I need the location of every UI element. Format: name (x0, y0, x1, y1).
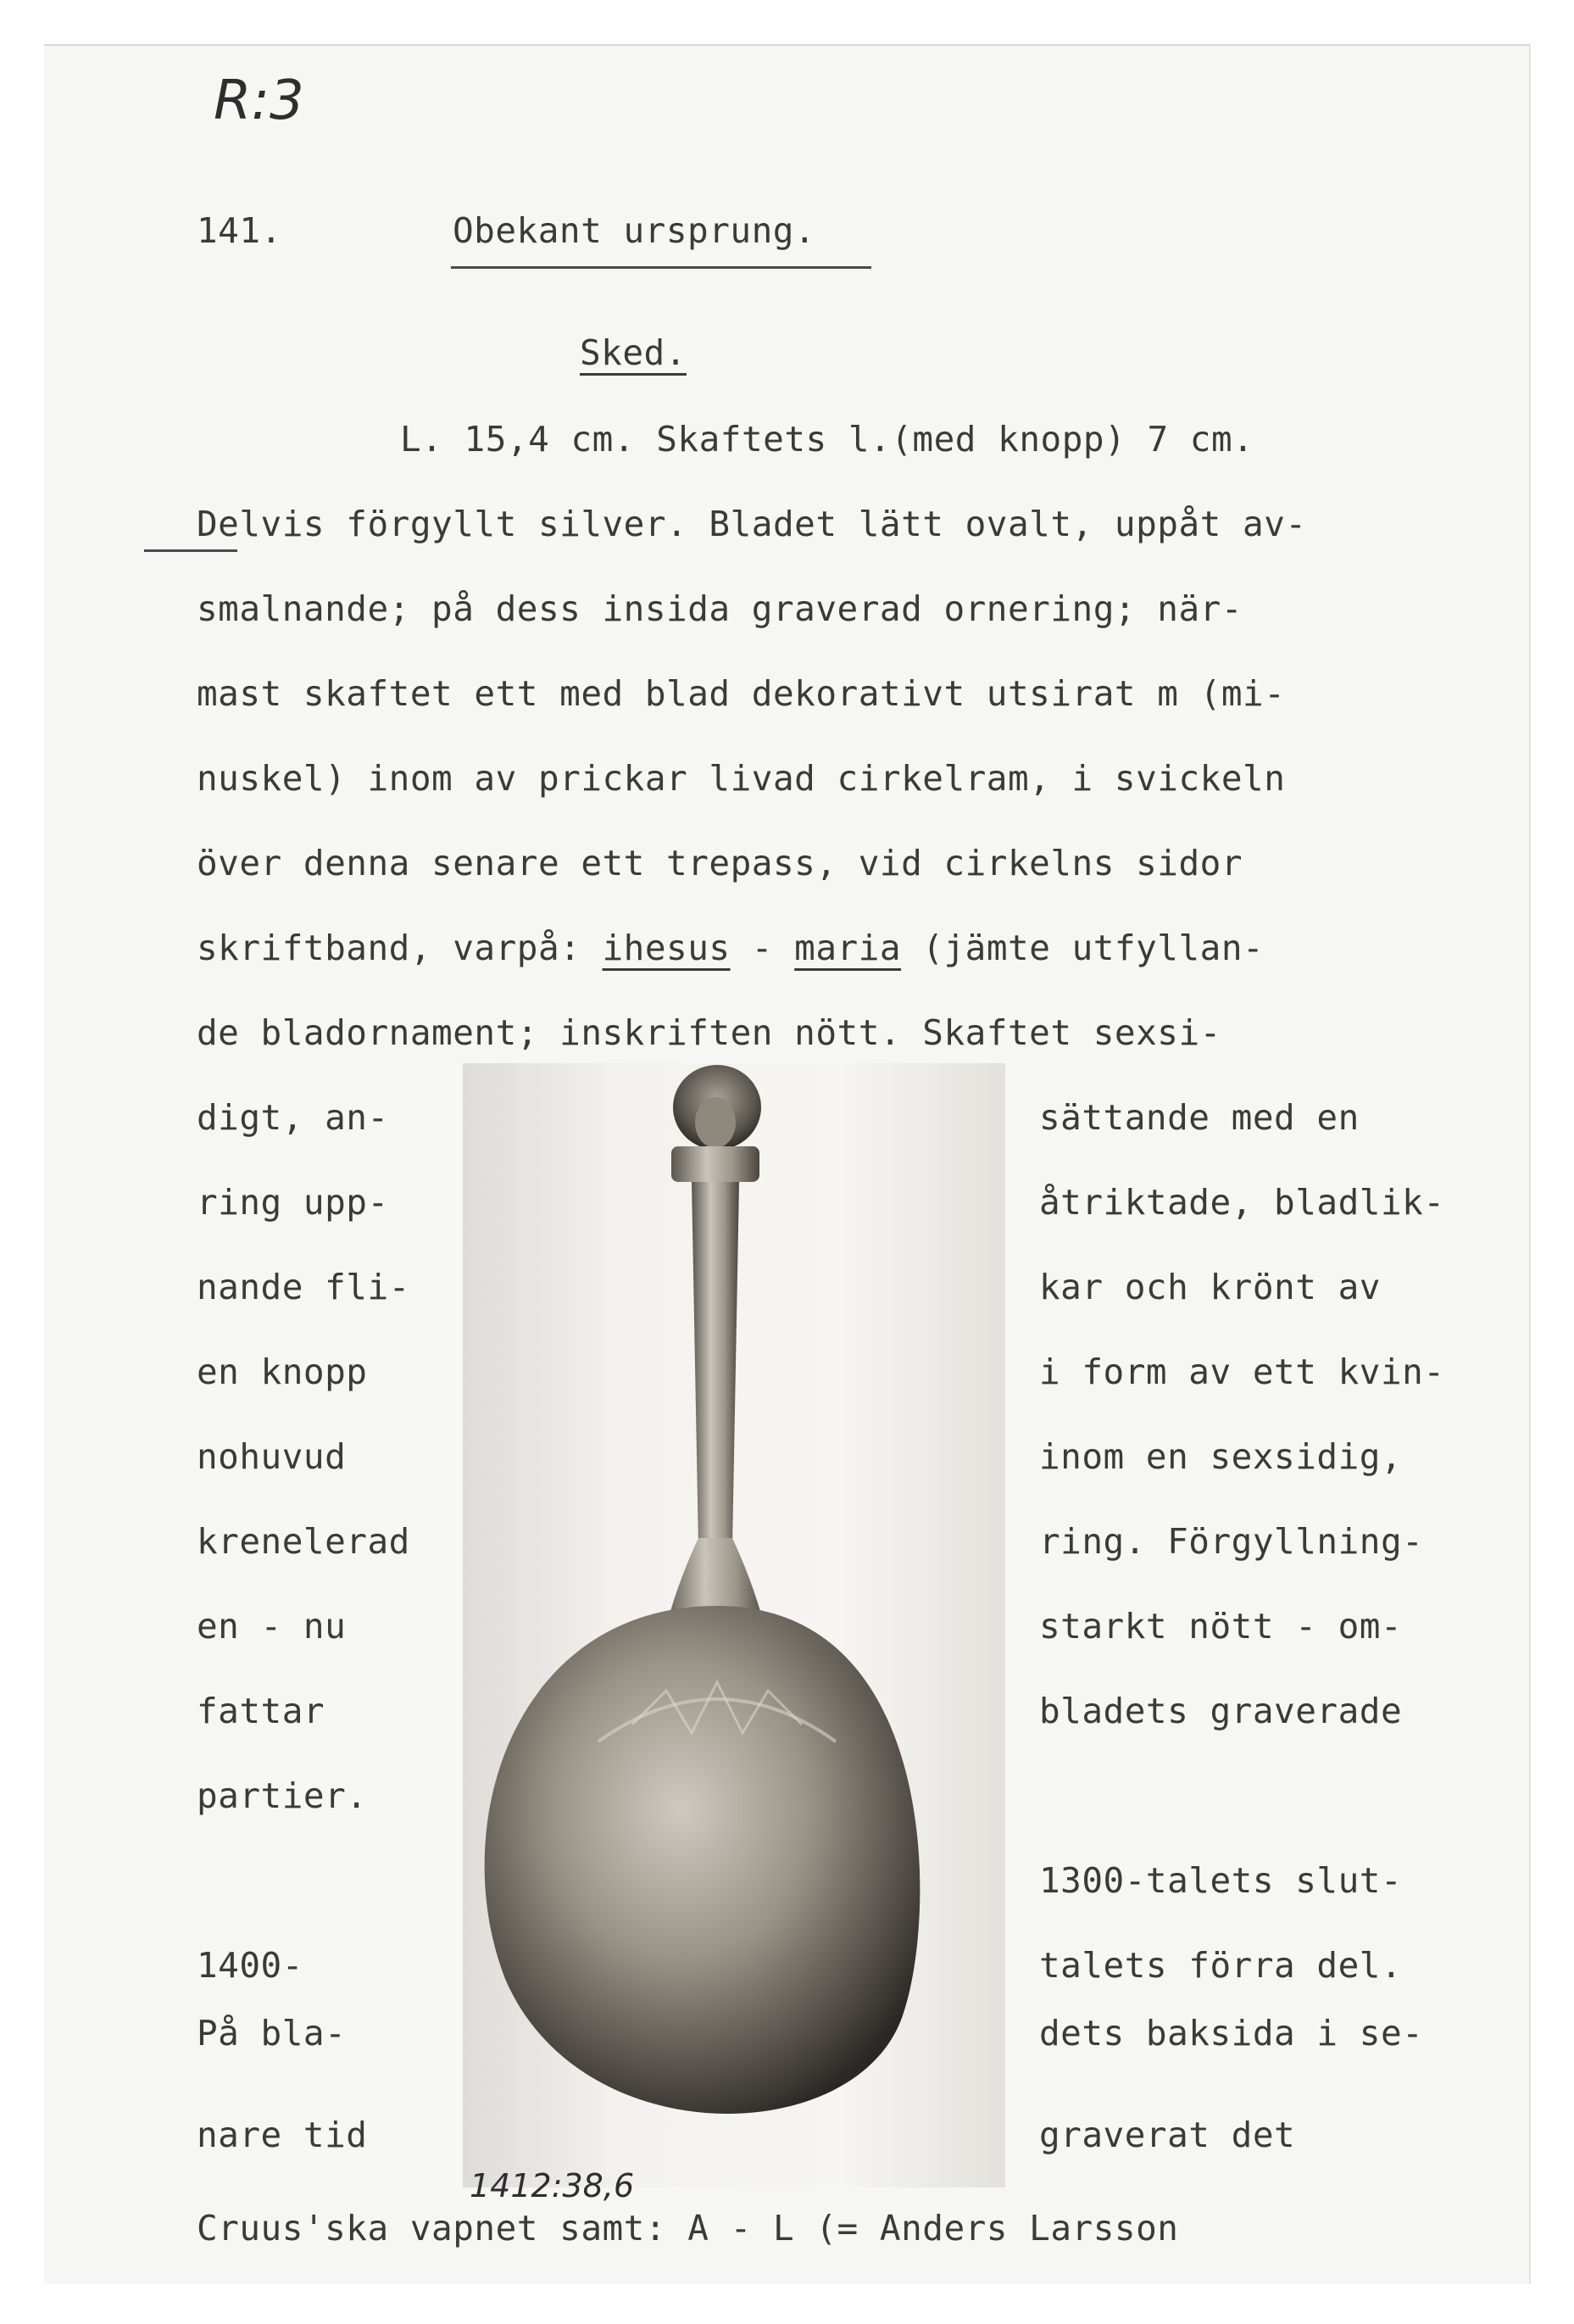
dating-right-2: talets förra del. (1039, 1945, 1403, 1986)
right-col-1: sättande med en (1039, 1097, 1360, 1138)
dating-left-1: 1400- (197, 1945, 303, 1986)
spoon-icon (463, 1063, 1005, 2187)
entry-number: 141. (197, 210, 282, 251)
left-col-1: digt, an- (197, 1097, 389, 1138)
spoon-photograph (463, 1063, 1005, 2187)
dating-left-2: På bla- (197, 2013, 347, 2054)
left-col-9: partier. (197, 1775, 368, 1816)
body-line-1: L. 15,4 cm. Skaftets l.(med knopp) 7 cm. (400, 419, 1254, 460)
line-7-end: (jämte utfyllan- (901, 928, 1265, 968)
dating-right-4: graverat det (1039, 2115, 1296, 2155)
line-7-start: skriftband, varpå: (197, 928, 603, 968)
body-line-5: nuskel) inom av prickar livad cirkelram, i svickeln (197, 758, 1286, 799)
inscription-ihesus: ihesus (602, 928, 731, 968)
left-col-3: nande fli- (197, 1267, 410, 1307)
right-col-5: inom en sexsidig, (1039, 1436, 1403, 1477)
right-col-8: bladets graverade (1039, 1691, 1403, 1731)
origin-heading: Obekant ursprung. (453, 210, 816, 251)
inscription-maria: maria (794, 928, 902, 968)
left-col-6: krenelerad (197, 1521, 410, 1562)
dating-right-1: 1300-talets slut- (1039, 1860, 1403, 1901)
body-line-8: de bladornament; inskriften nött. Skaftet sexsi- (197, 1012, 1221, 1053)
margin-mark (144, 549, 237, 552)
left-col-8: fattar (197, 1691, 325, 1731)
left-col-2: ring upp- (197, 1182, 389, 1223)
right-col-3: kar och krönt av (1039, 1267, 1381, 1307)
last-line: Cruus'ska vapnet samt: A - L (= Anders Larsson (197, 2208, 1179, 2249)
line-7-sep: - (730, 928, 795, 968)
photo-inventory-number: 1412:38,6 (470, 2167, 635, 2204)
origin-underline (451, 266, 871, 269)
dating-right-3: dets baksida i se- (1039, 2013, 1424, 2054)
right-col-2: åtriktade, bladlik- (1039, 1182, 1445, 1223)
dating-left-3: nare tid (197, 2115, 368, 2155)
right-col-4: i form av ett kvin- (1039, 1351, 1445, 1392)
object-heading: Sked. (580, 332, 687, 373)
body-line-4: mast skaftet ett med blad dekorativt utsirat m (mi- (197, 673, 1286, 714)
left-col-7: en - nu (197, 1606, 347, 1647)
left-col-4: en knopp (197, 1351, 368, 1392)
body-line-7 (197, 928, 1264, 968)
body-line-3: smalnande; på dess insida graverad ornering; när- (197, 588, 1243, 629)
left-col-5: nohuvud (197, 1436, 347, 1477)
handwritten-reference: R:3 (214, 70, 304, 132)
right-col-7: starkt nött - om- (1039, 1606, 1403, 1647)
body-line-2: Delvis förgyllt silver. Bladet lätt ovalt, uppåt av- (197, 504, 1307, 544)
right-col-6: ring. Förgyllning- (1039, 1521, 1424, 1562)
body-line-6: över denna senare ett trepass, vid cirkelns sidor (197, 843, 1243, 883)
